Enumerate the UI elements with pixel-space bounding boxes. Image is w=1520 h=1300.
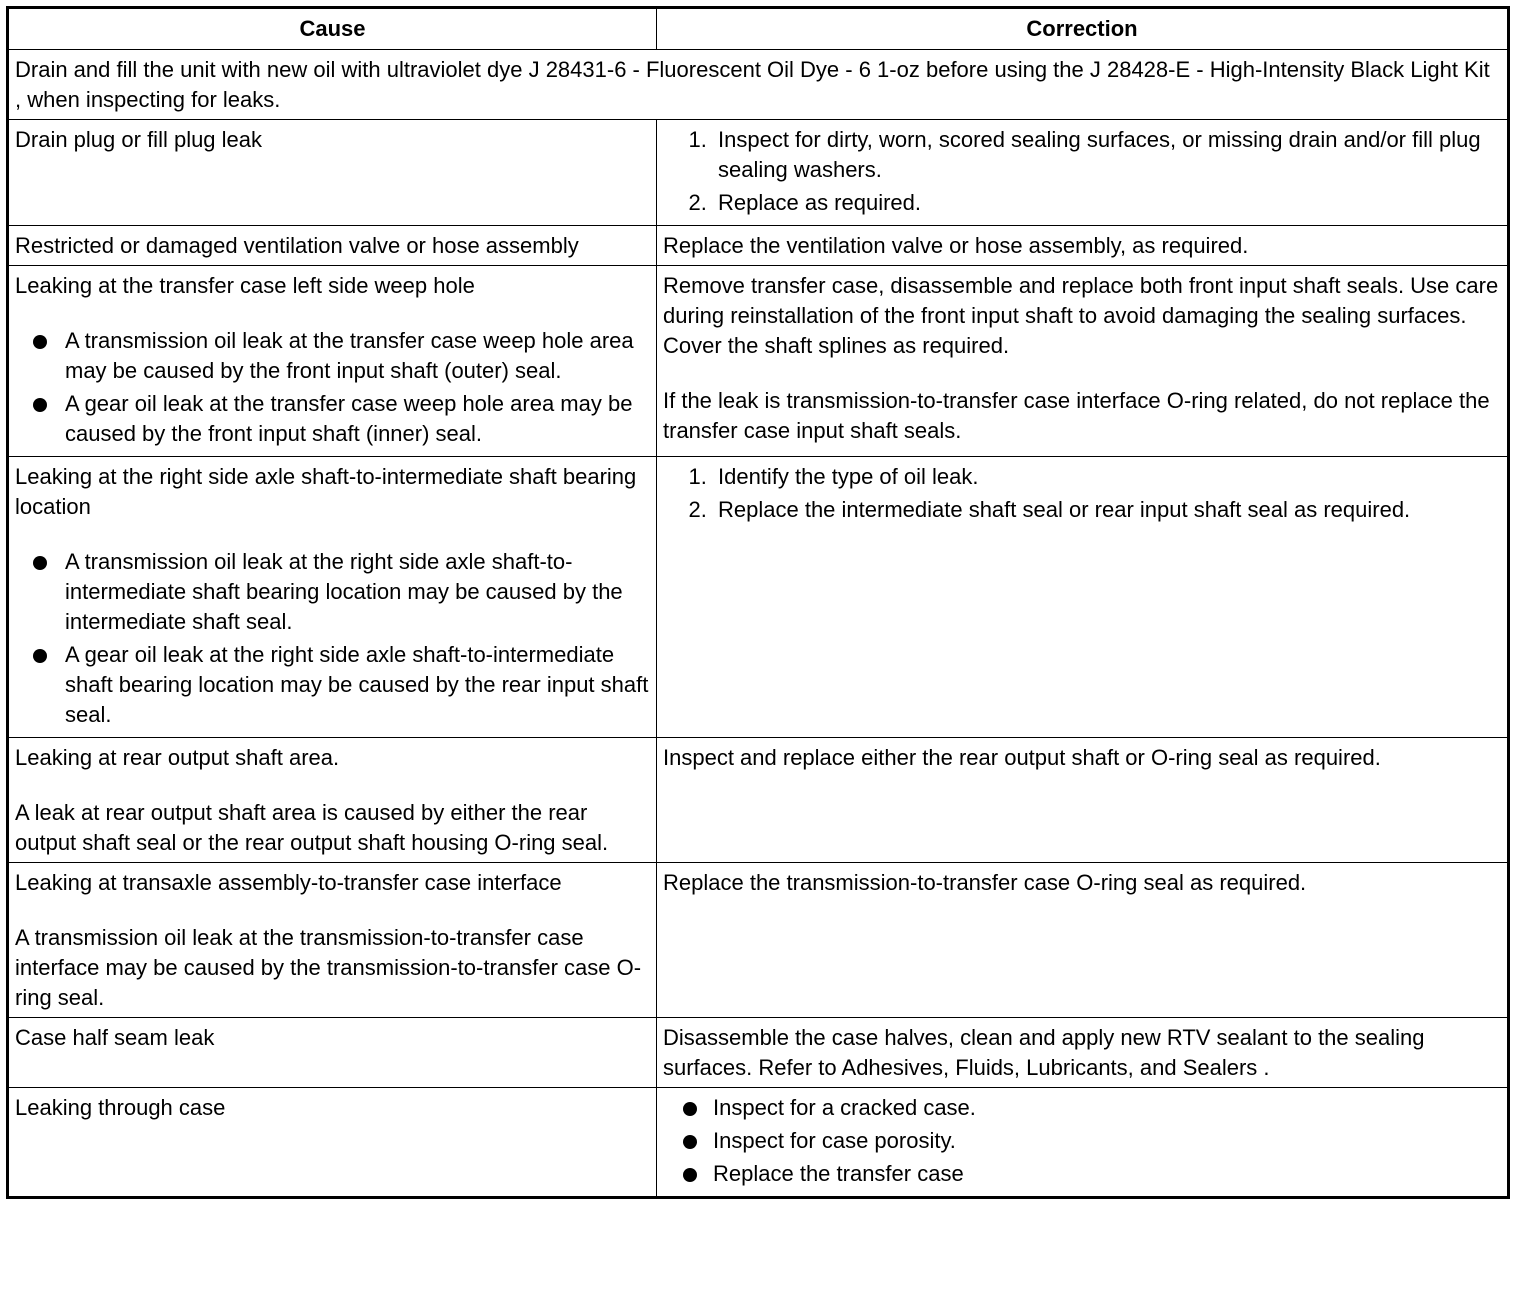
cell-paragraph: Disassemble the case halves, clean and apply new RTV sealant to the sealing surfaces. Refer to Adhesives, Fluids, Lubricants, and Sealers . [663, 1025, 1425, 1080]
cause-cell [8, 863, 657, 1018]
cell-paragraph: Leaking at transaxle assembly-to-transfer case interface [15, 870, 562, 895]
diagnostic-table [6, 6, 1510, 1199]
cause-cell [8, 120, 657, 226]
bullet-list [15, 547, 650, 730]
cell-paragraph: Leaking at the right side axle shaft-to-intermediate shaft bearing location [15, 464, 637, 519]
numbered-item: 1. Identify the type of oil leak. [713, 462, 1501, 492]
table-row [8, 863, 1509, 1018]
bullet-item: Inspect for a cracked case. [663, 1093, 1501, 1123]
table-row [8, 266, 1509, 457]
table-row [8, 120, 1509, 226]
cause-cell [8, 1018, 657, 1088]
table-row [8, 226, 1509, 266]
cause-cell [8, 738, 657, 863]
cell-paragraph: Leaking at rear output shaft area. [15, 745, 340, 770]
table-row [8, 1088, 1509, 1198]
cell-paragraph: Drain plug or fill plug leak [15, 127, 263, 152]
numbered-list [663, 125, 1501, 218]
header-cause: Cause [8, 8, 657, 50]
correction-cell [657, 863, 1509, 1018]
correction-cell [657, 1088, 1509, 1198]
numbered-item: 2. Replace the intermediate shaft seal or rear input shaft seal as required. [713, 495, 1501, 525]
cell-paragraph: Replace the transmission-to-transfer case O-ring seal as required. [663, 870, 1307, 895]
bullet-list [15, 326, 650, 449]
correction-cell [657, 120, 1509, 226]
header-correction: Correction [657, 8, 1509, 50]
bullet-item: A transmission oil leak at the right side axle shaft-to-intermediate shaft bearing location may be caused by the intermediate shaft seal. [15, 547, 650, 637]
correction-cell [657, 226, 1509, 266]
cell-paragraph: Inspect and replace either the rear output shaft or O-ring seal as required. [663, 745, 1381, 770]
bullet-item: A transmission oil leak at the transfer case weep hole area may be caused by the front input shaft (outer) seal. [15, 326, 650, 386]
bullet-item: Replace the transfer case [663, 1159, 1501, 1189]
numbered-item: 2. Replace as required. [713, 188, 1501, 218]
table-row [8, 1018, 1509, 1088]
table-row [8, 457, 1509, 738]
cell-paragraph: If the leak is transmission-to-transfer case interface O-ring related, do not replace the transfer case input shaft seals. [663, 388, 1490, 443]
cause-cell [8, 1088, 657, 1198]
cell-paragraph: A leak at rear output shaft area is caused by either the rear output shaft seal or the rear output shaft housing O-ring seal. [15, 800, 609, 855]
bullet-item: Inspect for case porosity. [663, 1126, 1501, 1156]
cell-paragraph: Remove transfer case, disassemble and replace both front input shaft seals. Use care during reinstallation of the front input shaft to avoid damaging the sealing surfaces. Cover the shaft splines as required. [663, 273, 1499, 358]
table-body [8, 50, 1509, 1198]
correction-cell [657, 266, 1509, 457]
cell-paragraph: Leaking at the transfer case left side weep hole [15, 273, 475, 298]
bullet-list [663, 1093, 1501, 1189]
correction-cell [657, 457, 1509, 738]
numbered-list [663, 462, 1501, 525]
cause-cell [8, 457, 657, 738]
cell-paragraph: Case half seam leak [15, 1025, 215, 1050]
cell-paragraph: Leaking through case [15, 1095, 226, 1120]
cell-paragraph: Replace the ventilation valve or hose assembly, as required. [663, 233, 1249, 258]
correction-cell [657, 738, 1509, 863]
cell-paragraph: Restricted or damaged ventilation valve or hose assembly [15, 233, 579, 258]
cause-cell [8, 226, 657, 266]
bullet-item: A gear oil leak at the transfer case weep hole area may be caused by the front input shaft (inner) seal. [15, 389, 650, 449]
note-cell: Drain and fill the unit with new oil with ultraviolet dye J 28431-6 - Fluorescent Oil Dye - 6 1-oz before using the J 28428-E - High-Intensity Black Light Kit , when inspecting for leaks. [8, 50, 1509, 120]
table-row [8, 738, 1509, 863]
cell-paragraph: A transmission oil leak at the transmission-to-transfer case interface may be caused by the transmission-to-transfer case O-ring seal. [15, 925, 642, 1010]
cause-cell [8, 266, 657, 457]
header-row [8, 8, 1509, 50]
note-row [8, 50, 1509, 120]
bullet-item: A gear oil leak at the right side axle shaft-to-intermediate shaft bearing location may be caused by the rear input shaft seal. [15, 640, 650, 730]
numbered-item: 1. Inspect for dirty, worn, scored sealing surfaces, or missing drain and/or fill plug sealing washers. [713, 125, 1501, 185]
correction-cell [657, 1018, 1509, 1088]
